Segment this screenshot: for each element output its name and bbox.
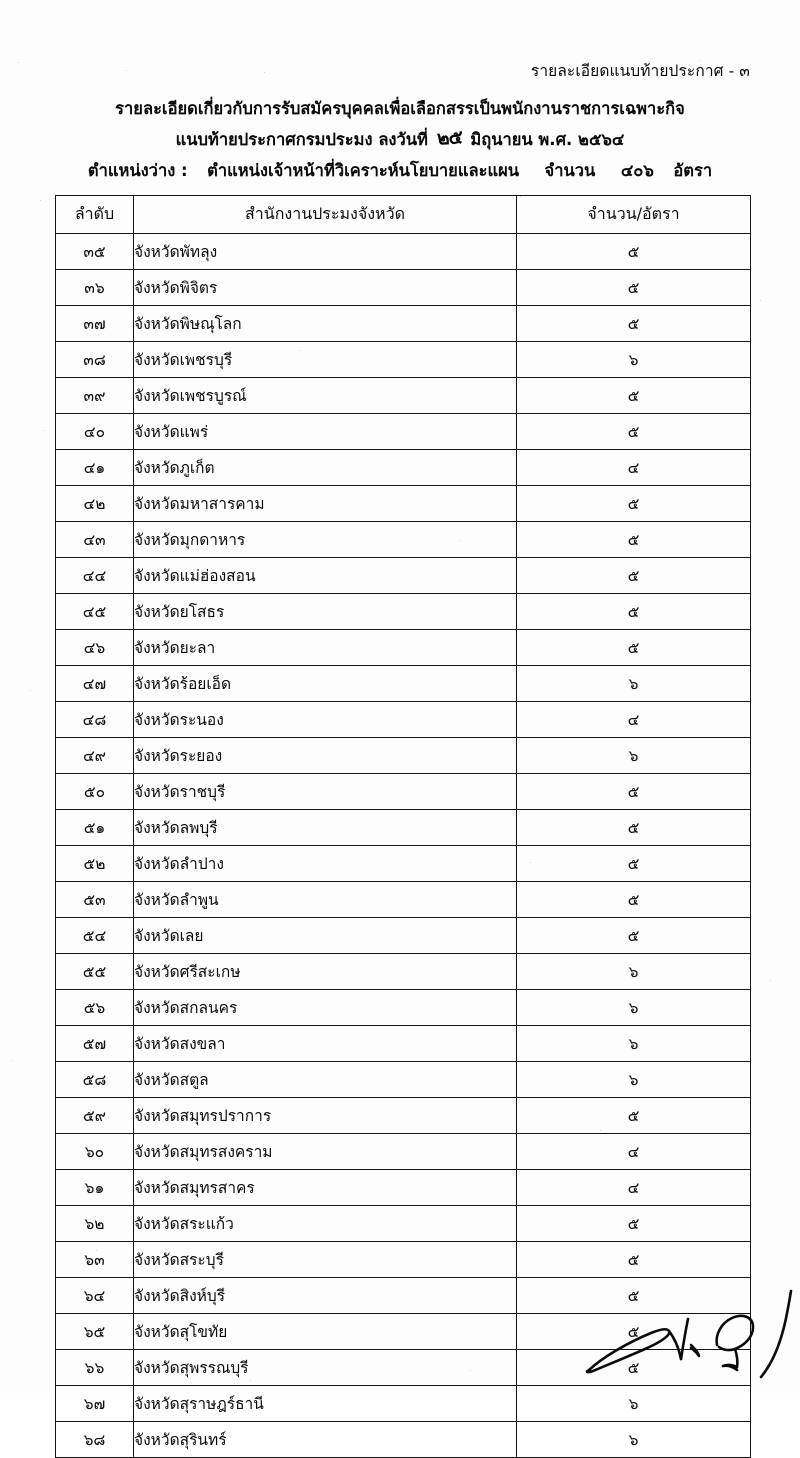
table-row	[56, 702, 751, 738]
table-row	[56, 306, 751, 342]
cell-count: ๕	[517, 414, 751, 450]
table-header-row	[56, 196, 751, 234]
cell-office-name: จังหวัดยะลา	[134, 630, 517, 666]
cell-order: ๓๗	[56, 306, 134, 342]
vacancy-line	[0, 158, 800, 184]
cell-order: ๖๕	[56, 1314, 134, 1350]
cell-order: ๔๕	[56, 594, 134, 630]
table-row	[56, 630, 751, 666]
cell-office-name: จังหวัดสมุทรสงคราม	[134, 1134, 517, 1170]
cell-office-name: จังหวัดสระบุรี	[134, 1242, 517, 1278]
column-header-order: ลำดับ	[56, 196, 134, 234]
vacancy-quantity-label: จำนวน	[544, 161, 596, 180]
attachment-header: รายละเอียดแนบท้ายประกาศ - ๓	[530, 62, 750, 80]
cell-order: ๓๙	[56, 378, 134, 414]
cell-office-name: จังหวัดแพร่	[134, 414, 517, 450]
table-row	[56, 666, 751, 702]
cell-count: ๖	[517, 738, 751, 774]
cell-count: ๔	[517, 1170, 751, 1206]
table-row	[56, 1098, 751, 1134]
cell-office-name: จังหวัดเพชรบุรี	[134, 342, 517, 378]
table-row	[56, 522, 751, 558]
cell-order: ๖๒	[56, 1206, 134, 1242]
cell-count: ๕	[517, 1350, 751, 1386]
column-header-count: จำนวน/อัตรา	[517, 196, 751, 234]
cell-office-name: จังหวัดระนอง	[134, 702, 517, 738]
vacancy-quantity-value: ๔๐๖	[620, 161, 654, 180]
cell-order: ๕๔	[56, 918, 134, 954]
cell-order: ๔๑	[56, 450, 134, 486]
cell-count: ๕	[517, 882, 751, 918]
cell-count: ๕	[517, 306, 751, 342]
cell-order: ๔๖	[56, 630, 134, 666]
table-row	[56, 234, 751, 270]
table-row	[56, 918, 751, 954]
cell-count: ๖	[517, 666, 751, 702]
cell-count: ๕	[517, 1242, 751, 1278]
cell-count: ๕	[517, 810, 751, 846]
cell-office-name: จังหวัดเพชรบูรณ์	[134, 378, 517, 414]
table-row	[56, 1242, 751, 1278]
cell-office-name: จังหวัดสุราษฎร์ธานี	[134, 1386, 517, 1422]
cell-count: ๔	[517, 1134, 751, 1170]
table-row	[56, 594, 751, 630]
cell-office-name: จังหวัดระยอง	[134, 738, 517, 774]
cell-order: ๕๙	[56, 1098, 134, 1134]
cell-office-name: จังหวัดสตูล	[134, 1062, 517, 1098]
cell-order: ๓๘	[56, 342, 134, 378]
cell-order: ๖๐	[56, 1134, 134, 1170]
cell-order: ๔๙	[56, 738, 134, 774]
cell-office-name: จังหวัดยโสธร	[134, 594, 517, 630]
cell-order: ๕๕	[56, 954, 134, 990]
table-row	[56, 882, 751, 918]
cell-count: ๕	[517, 630, 751, 666]
document-title-line-1: รายละเอียดเกี่ยวกับการรับสมัครบุคคลเพื่อเลือกสรรเป็นพนักงานราชการเฉพาะกิจ	[115, 99, 685, 118]
cell-count: ๕	[517, 1278, 751, 1314]
cell-order: ๖๖	[56, 1350, 134, 1386]
cell-count: ๕	[517, 1314, 751, 1350]
cell-office-name: จังหวัดลพบุรี	[134, 810, 517, 846]
cell-office-name: จังหวัดสมุทรสาคร	[134, 1170, 517, 1206]
cell-count: ๔	[517, 702, 751, 738]
table-row	[56, 558, 751, 594]
cell-order: ๖๔	[56, 1278, 134, 1314]
cell-order: ๕๑	[56, 810, 134, 846]
table-row	[56, 1350, 751, 1386]
cell-count: ๕	[517, 774, 751, 810]
table-header	[56, 196, 751, 234]
cell-count: ๖	[517, 990, 751, 1026]
cell-office-name: จังหวัดราชบุรี	[134, 774, 517, 810]
cell-count: ๕	[517, 846, 751, 882]
cell-office-name: จังหวัดแม่ฮ่องสอน	[134, 558, 517, 594]
cell-order: ๔๐	[56, 414, 134, 450]
cell-count: ๕	[517, 1206, 751, 1242]
cell-count: ๕	[517, 378, 751, 414]
table-row	[56, 810, 751, 846]
table-row	[56, 270, 751, 306]
cell-office-name: จังหวัดมุกดาหาร	[134, 522, 517, 558]
cell-count: ๖	[517, 1422, 751, 1458]
cell-order: ๔๓	[56, 522, 134, 558]
cell-order: ๕๓	[56, 882, 134, 918]
cell-office-name: จังหวัดสุรินทร์	[134, 1422, 517, 1458]
table-row	[56, 1206, 751, 1242]
cell-order: ๔๔	[56, 558, 134, 594]
cell-count: ๕	[517, 270, 751, 306]
cell-order: ๕๘	[56, 1062, 134, 1098]
cell-office-name: จังหวัดร้อยเอ็ด	[134, 666, 517, 702]
cell-order: ๕๗	[56, 1026, 134, 1062]
table-row	[56, 450, 751, 486]
cell-office-name: จังหวัดลำปาง	[134, 846, 517, 882]
cell-count: ๔	[517, 450, 751, 486]
announcement-prefix: แนบท้ายประกาศกรมประมง ลงวันที่	[175, 130, 428, 149]
cell-order: ๖๘	[56, 1422, 134, 1458]
announcement-suffix: มิถุนายน พ.ศ. ๒๕๖๔	[470, 130, 625, 149]
cell-order: ๔๒	[56, 486, 134, 522]
cell-office-name: จังหวัดสงขลา	[134, 1026, 517, 1062]
cell-order: ๕๖	[56, 990, 134, 1026]
cell-order: ๓๖	[56, 270, 134, 306]
table-row	[56, 486, 751, 522]
cell-office-name: จังหวัดเลย	[134, 918, 517, 954]
table-body	[56, 234, 751, 1458]
table-row	[56, 1314, 751, 1350]
cell-count: ๕	[517, 234, 751, 270]
cell-order: ๖๑	[56, 1170, 134, 1206]
cell-count: ๕	[517, 594, 751, 630]
table-row	[56, 846, 751, 882]
cell-order: ๖๗	[56, 1386, 134, 1422]
table-row	[56, 414, 751, 450]
table-row	[56, 1278, 751, 1314]
cell-count: ๖	[517, 1026, 751, 1062]
document-title-line-2	[0, 124, 800, 154]
vacancy-position-name: ตำแหน่งเจ้าหน้าที่วิเคราะห์นโยบายและแผน	[207, 161, 520, 180]
roster-table-wrapper	[55, 195, 750, 1458]
table-row	[56, 1062, 751, 1098]
announcement-date-stamp: ๒๕	[436, 126, 463, 150]
cell-office-name: จังหวัดมหาสารคาม	[134, 486, 517, 522]
table-row	[56, 1386, 751, 1422]
table-row	[56, 378, 751, 414]
cell-office-name: จังหวัดสุโขทัย	[134, 1314, 517, 1350]
cell-office-name: จังหวัดลำพูน	[134, 882, 517, 918]
cell-office-name: จังหวัดพิษณุโลก	[134, 306, 517, 342]
cell-count: ๕	[517, 486, 751, 522]
table-row	[56, 1422, 751, 1458]
table-row	[56, 774, 751, 810]
cell-office-name: จังหวัดสุพรรณบุรี	[134, 1350, 517, 1386]
table-row	[56, 342, 751, 378]
cell-order: ๔๗	[56, 666, 134, 702]
cell-office-name: จังหวัดพิจิตร	[134, 270, 517, 306]
cell-office-name: จังหวัดสกลนคร	[134, 990, 517, 1026]
cell-count: ๕	[517, 522, 751, 558]
cell-office-name: จังหวัดพัทลุง	[134, 234, 517, 270]
table-row	[56, 954, 751, 990]
cell-order: ๕๐	[56, 774, 134, 810]
table-row	[56, 738, 751, 774]
vacancy-label: ตำแหน่งว่าง :	[87, 161, 188, 180]
table-row	[56, 1026, 751, 1062]
table-row	[56, 1134, 751, 1170]
vacancy-quantity-unit: อัตรา	[673, 161, 713, 180]
cell-order: ๓๕	[56, 234, 134, 270]
provincial-fisheries-roster-table	[55, 195, 751, 1458]
cell-office-name: จังหวัดสิงห์บุรี	[134, 1278, 517, 1314]
cell-order: ๖๓	[56, 1242, 134, 1278]
cell-office-name: จังหวัดสมุทรปราการ	[134, 1098, 517, 1134]
column-header-office: สำนักงานประมงจังหวัด	[134, 196, 517, 234]
cell-office-name: จังหวัดศรีสะเกษ	[134, 954, 517, 990]
cell-office-name: จังหวัดภูเก็ต	[134, 450, 517, 486]
cell-office-name: จังหวัดสระแก้ว	[134, 1206, 517, 1242]
cell-count: ๕	[517, 1098, 751, 1134]
table-row	[56, 1170, 751, 1206]
cell-count: ๖	[517, 342, 751, 378]
cell-count: ๕	[517, 918, 751, 954]
table-row	[56, 990, 751, 1026]
cell-order: ๕๒	[56, 846, 134, 882]
cell-order: ๔๘	[56, 702, 134, 738]
cell-count: ๖	[517, 1062, 751, 1098]
cell-count: ๖	[517, 1386, 751, 1422]
cell-count: ๖	[517, 954, 751, 990]
cell-count: ๕	[517, 558, 751, 594]
